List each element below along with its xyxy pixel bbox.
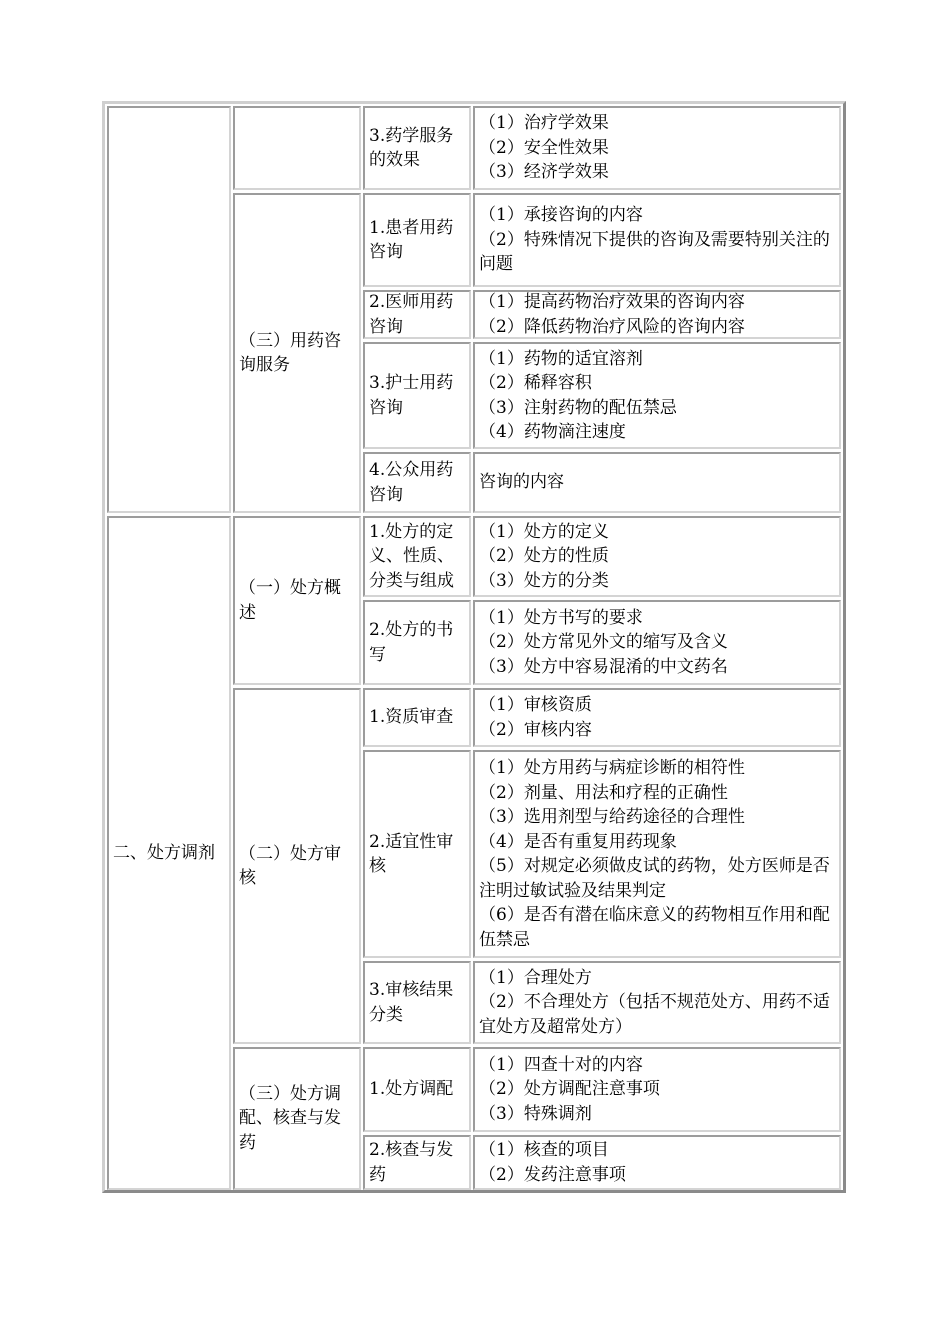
subsection-cell-prescription-overview: （一）处方概述 — [233, 516, 361, 685]
content-cell: （1）核查的项目 （2）发药注意事项 — [473, 1135, 841, 1190]
content-cell: （1）审核资质 （2）审核内容 — [473, 688, 841, 747]
syllabus-table — [102, 101, 846, 1193]
content-cell: （1）治疗学效果 （2）安全性效果 （3）经济学效果 — [473, 106, 841, 190]
subsection-cell-prescription-review: （二）处方审核 — [233, 688, 361, 1044]
topic-cell: 1.患者用药咨询 — [363, 193, 471, 287]
subsection-cell-empty — [233, 106, 361, 190]
topic-cell: 2.适宜性审核 — [363, 750, 471, 958]
content-cell: （1）四查十对的内容 （2）处方调配注意事项 （3）特殊调剂 — [473, 1047, 841, 1132]
topic-cell: 1.处方调配 — [363, 1047, 471, 1132]
content-cell: （1）处方的定义 （2）处方的性质 （3）处方的分类 — [473, 516, 841, 597]
topic-cell: 3.审核结果分类 — [363, 961, 471, 1044]
content-cell: （1）合理处方 （2）不合理处方（包括不规范处方、用药不适宜处方及超常处方） — [473, 961, 841, 1044]
topic-cell: 3.护士用药咨询 — [363, 342, 471, 449]
section-cell-empty — [107, 106, 231, 513]
topic-cell: 2.医师用药咨询 — [363, 290, 471, 339]
content-cell: （1）提高药物治疗效果的咨询内容 （2）降低药物治疗风险的咨询内容 — [473, 290, 841, 339]
topic-cell: 3.药学服务的效果 — [363, 106, 471, 190]
content-cell: 咨询的内容 — [473, 452, 841, 513]
subsection-cell-dispensing-check: （三）处方调配、核查与发药 — [233, 1047, 361, 1190]
topic-cell: 2.处方的书写 — [363, 600, 471, 685]
topic-cell: 1.资质审查 — [363, 688, 471, 747]
content-cell: （1）处方书写的要求 （2）处方常见外文的缩写及含义 （3）处方中容易混淆的中文药名 — [473, 600, 841, 685]
content-cell: （1）处方用药与病症诊断的相符性 （2）剂量、用法和疗程的正确性 （3）选用剂型与给药途径的合理性 （4）是否有重复用药现象 （5）对规定必须做皮试的药物，处方医师是否注明过敏试验及结果判定 （6）是否有潜在临床意义的药物相互作用和配伍禁忌 — [473, 750, 841, 958]
section-cell-prescription-dispensing: 二、处方调剂 — [107, 516, 231, 1190]
topic-cell: 2.核查与发药 — [363, 1135, 471, 1190]
content-cell: （1）承接咨询的内容 （2）特殊情况下提供的咨询及需要特别关注的问题 — [473, 193, 841, 287]
subsection-cell-medication-consulting: （三）用药咨询服务 — [233, 193, 361, 513]
topic-cell: 4.公众用药咨询 — [363, 452, 471, 513]
topic-cell: 1.处方的定义、性质、分类与组成 — [363, 516, 471, 597]
content-cell: （1）药物的适宜溶剂 （2）稀释容积 （3）注射药物的配伍禁忌 （4）药物滴注速度 — [473, 342, 841, 449]
